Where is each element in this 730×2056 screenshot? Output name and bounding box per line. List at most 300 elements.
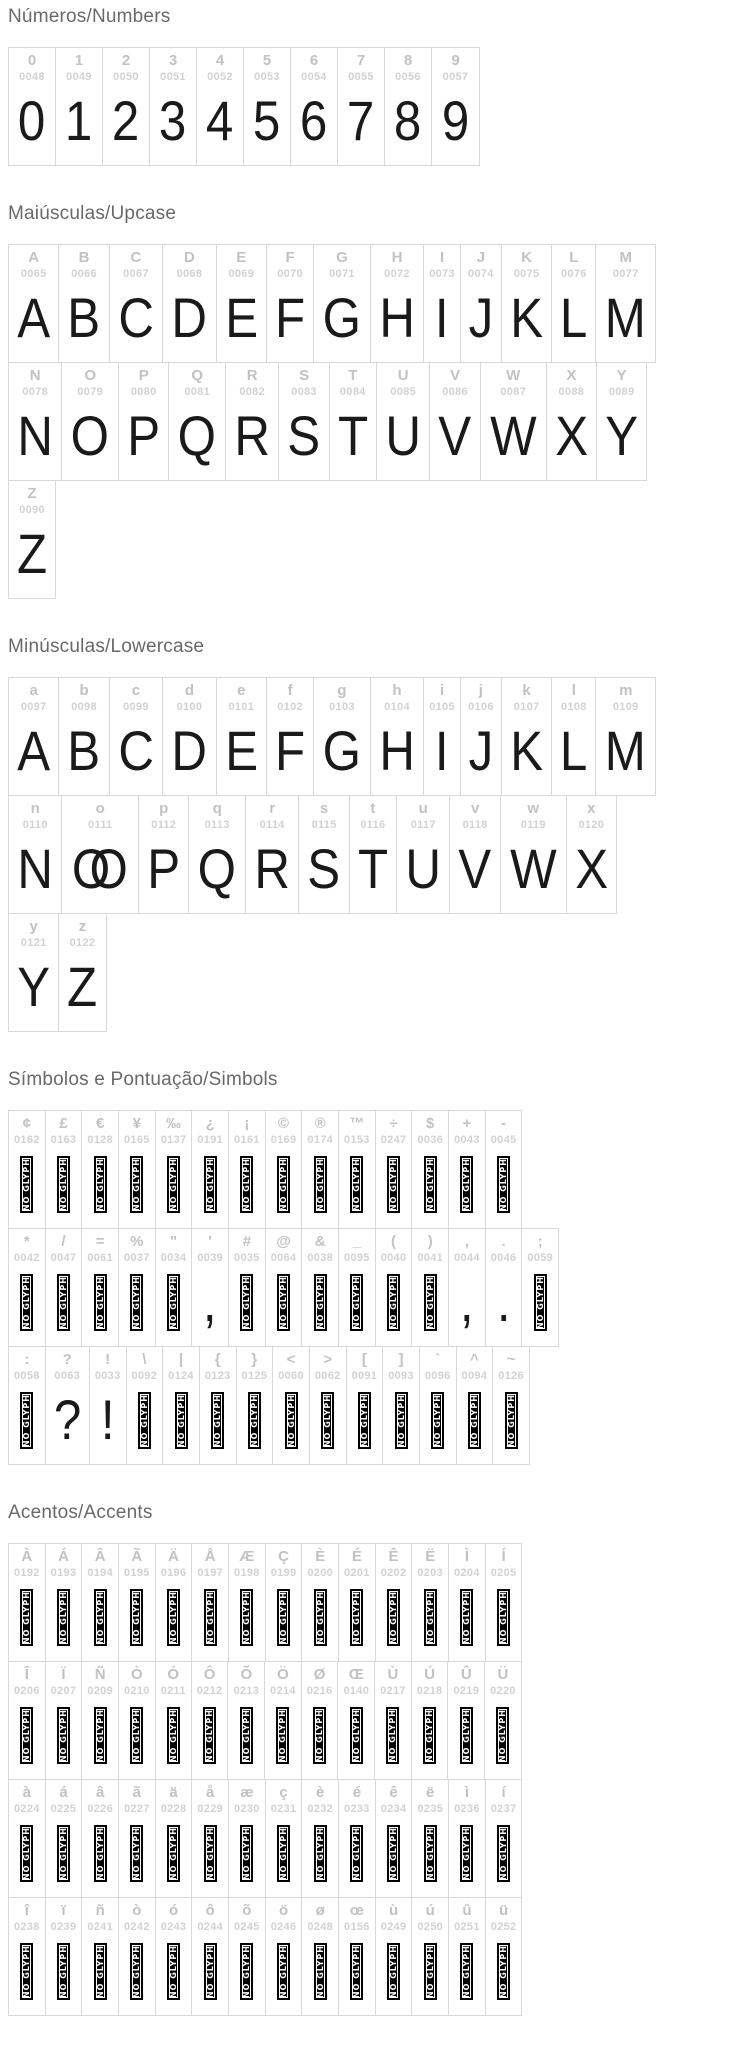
glyph-area	[313, 1264, 328, 1346]
noglyph-badge	[460, 1707, 473, 1764]
cell-character-label: Á	[58, 1548, 69, 1565]
glyph-area	[56, 1815, 71, 1897]
noglyph-badge	[285, 1392, 298, 1449]
glyph-cell	[9, 1898, 46, 2015]
glyph-area	[459, 1815, 474, 1897]
glyph-area	[386, 1146, 401, 1228]
glyph-cell	[156, 1898, 193, 2015]
cell-unicode-code: 0047	[50, 1251, 77, 1264]
glyph-cell	[371, 245, 424, 362]
glyph-cell	[412, 1544, 449, 1661]
noglyph-badge	[204, 1825, 217, 1882]
cell-character-label: +	[462, 1115, 472, 1132]
cell-character-label: L	[569, 249, 579, 266]
noglyph-label: NO GLYPH	[249, 1393, 259, 1447]
noglyph-badge	[240, 1156, 253, 1213]
cell-character-label: `	[435, 1351, 441, 1368]
noglyph-badge	[350, 1274, 363, 1331]
cell-unicode-code: 0081	[184, 385, 210, 398]
glyph-area	[115, 713, 157, 795]
noglyph-badge	[423, 1707, 436, 1764]
glyph-area	[284, 1382, 299, 1464]
cell-unicode-code: 0218	[416, 1684, 443, 1697]
glyph-preview: X	[574, 837, 608, 901]
glyph-cell	[56, 48, 103, 165]
glyph-area	[64, 713, 103, 795]
cell-unicode-code: 0078	[22, 385, 49, 398]
noglyph-badge	[130, 1156, 143, 1213]
glyph-cell	[163, 245, 216, 362]
glyph-area	[601, 713, 650, 795]
noglyph-label: NO GLYPH	[389, 1275, 399, 1329]
noglyph-label: NO GLYPH	[279, 1826, 289, 1880]
noglyph-badge	[94, 1943, 107, 2000]
noglyph-badge	[240, 1589, 253, 1646]
noglyph-badge	[20, 1943, 33, 2000]
cell-character-label: #	[242, 1233, 252, 1250]
cell-character-label: <	[286, 1351, 296, 1368]
noglyph-badge	[460, 1589, 473, 1646]
glyph-area	[423, 1933, 438, 2015]
glyph-cell	[302, 1111, 339, 1228]
glyph-cell	[228, 1662, 265, 1779]
cell-unicode-code: 0250	[417, 1920, 444, 1933]
cell-character-label: h	[392, 682, 402, 699]
cell-character-label: I	[439, 249, 445, 266]
noglyph-label: NO GLYPH	[425, 1590, 435, 1644]
cell-unicode-code: 0053	[254, 70, 280, 83]
glyph-preview: J	[468, 286, 494, 350]
cell-character-label: b	[79, 682, 89, 699]
cell-character-label: Y	[616, 367, 627, 384]
noglyph-badge	[460, 1156, 473, 1213]
noglyph-label: NO GLYPH	[176, 1393, 186, 1447]
cell-character-label: ]	[398, 1351, 404, 1368]
cell-unicode-code: 0128	[87, 1133, 114, 1146]
cell-unicode-code: 0091	[351, 1369, 378, 1382]
noglyph-badge	[497, 1589, 510, 1646]
cell-unicode-code: 0070	[277, 267, 303, 280]
glyph-preview: 1	[65, 89, 93, 153]
glyph-cell	[273, 1347, 310, 1464]
noglyph-label: NO GLYPH	[22, 1708, 32, 1762]
cell-character-label: ¿	[205, 1115, 215, 1132]
glyph-area	[251, 831, 293, 913]
glyph-cell	[383, 1347, 420, 1464]
glyph-cell	[432, 48, 479, 165]
noglyph-label: NO GLYPH	[535, 1275, 545, 1329]
cell-character-label: ä	[169, 1784, 178, 1801]
glyph-cell	[82, 1780, 119, 1897]
glyph-preview: ,	[203, 1270, 218, 1334]
noglyph-label: NO GLYPH	[462, 1944, 472, 1998]
glyph-preview: A	[17, 286, 51, 350]
glyph-cell	[62, 363, 119, 480]
cell-character-label: V	[450, 367, 461, 384]
cell-unicode-code: 0231	[270, 1802, 297, 1815]
glyph-cell	[376, 1780, 413, 1897]
glyph-area	[14, 949, 53, 1031]
cell-unicode-code: 0101	[228, 700, 255, 713]
cell-character-label: /	[61, 1233, 66, 1250]
cell-character-label: ,	[464, 1233, 469, 1250]
cell-character-label: v	[470, 800, 480, 817]
glyph-cell	[9, 1662, 46, 1779]
cell-unicode-code: 0049	[66, 70, 92, 83]
cell-character-label: à	[22, 1784, 31, 1801]
cell-unicode-code: 0122	[69, 936, 96, 949]
cell-unicode-code: 0095	[344, 1251, 370, 1264]
glyph-area	[496, 1815, 511, 1897]
noglyph-label: NO GLYPH	[132, 1590, 142, 1644]
glyph-cell	[385, 48, 432, 165]
cell-character-label: á	[59, 1784, 68, 1801]
glyph-area	[430, 1382, 445, 1464]
cell-unicode-code: 0071	[329, 267, 355, 280]
glyph-cell	[376, 1229, 413, 1346]
glyph-area	[129, 1264, 144, 1346]
glyph-area	[14, 831, 56, 913]
glyph-cell	[522, 1229, 558, 1346]
cell-character-label: s	[319, 800, 329, 817]
cell-unicode-code: 0229	[197, 1802, 224, 1815]
glyph-area	[166, 1933, 181, 2015]
cell-unicode-code: 0121	[20, 936, 47, 949]
glyph-cell	[552, 678, 596, 795]
cell-unicode-code: 0059	[527, 1251, 554, 1264]
glyph-preview: F	[275, 719, 306, 783]
glyph-area	[166, 1146, 181, 1228]
glyph-preview: 6	[300, 89, 328, 153]
glyph-area	[14, 398, 56, 480]
cell-unicode-code: 0227	[124, 1802, 150, 1815]
cell-unicode-code: 0045	[490, 1133, 517, 1146]
glyph-cell	[371, 678, 424, 795]
cell-character-label: ü	[498, 1902, 509, 1919]
cell-character-label: Ç	[278, 1548, 289, 1565]
cell-character-label: é	[352, 1784, 362, 1801]
cell-unicode-code: 0211	[160, 1684, 186, 1697]
cell-unicode-code: 0104	[384, 700, 410, 713]
cell-unicode-code: 0060	[278, 1369, 304, 1382]
glyph-cell	[46, 1662, 83, 1779]
cell-unicode-code: 0117	[410, 818, 436, 831]
cell-unicode-code: 0212	[196, 1684, 223, 1697]
cell-unicode-code: 0074	[468, 267, 494, 280]
cell-character-label: E	[236, 249, 247, 266]
glyph-area	[504, 1382, 519, 1464]
glyph-area	[276, 1933, 291, 2015]
cell-unicode-code: 0116	[360, 818, 386, 831]
glyph-area	[386, 1815, 401, 1897]
noglyph-badge	[314, 1943, 327, 2000]
glyph-area	[14, 516, 50, 598]
cell-unicode-code: 0219	[453, 1684, 480, 1697]
noglyph-label: NO GLYPH	[169, 1590, 179, 1644]
glyph-row	[8, 1779, 522, 1898]
cell-unicode-code: 0163	[50, 1133, 77, 1146]
glyph-area	[507, 713, 546, 795]
noglyph-badge	[321, 1392, 334, 1449]
cell-character-label: G	[336, 249, 348, 266]
cell-character-label: k	[522, 682, 531, 699]
cell-unicode-code: 0084	[340, 385, 366, 398]
noglyph-badge	[276, 1707, 289, 1764]
cell-character-label: '	[208, 1233, 212, 1250]
glyph-area	[194, 831, 240, 913]
glyph-area	[93, 1579, 108, 1661]
noglyph-badge	[350, 1707, 363, 1764]
cell-unicode-code: 0249	[380, 1920, 407, 1933]
glyph-cell	[302, 1229, 339, 1346]
cell-unicode-code: 0065	[20, 267, 47, 280]
cell-unicode-code: 0083	[291, 385, 317, 398]
noglyph-label: NO GLYPH	[132, 1826, 142, 1880]
glyph-cell	[330, 363, 377, 480]
noglyph-label: NO GLYPH	[425, 1275, 435, 1329]
noglyph-badge	[57, 1707, 70, 1764]
cell-character-label: 1	[74, 52, 84, 69]
glyph-area	[422, 1697, 437, 1779]
noglyph-label: NO GLYPH	[59, 1157, 68, 1211]
glyph-cell	[299, 796, 349, 913]
noglyph-label: NO GLYPH	[389, 1157, 399, 1211]
cell-character-label: $	[426, 1115, 435, 1132]
cell-character-label: Z	[27, 485, 37, 502]
glyph-cell	[486, 1898, 522, 2015]
cell-character-label: x	[587, 800, 596, 817]
noglyph-badge	[387, 1943, 400, 2000]
section-symbols	[8, 1069, 722, 1465]
glyph-cell	[9, 245, 59, 362]
glyph-cell	[156, 1544, 193, 1661]
glyph-cell	[82, 1662, 119, 1779]
glyph-area	[423, 1264, 438, 1346]
noglyph-badge	[460, 1825, 473, 1882]
cell-character-label: £	[59, 1115, 68, 1132]
noglyph-badge	[497, 1156, 510, 1213]
glyph-area	[349, 1579, 364, 1661]
glyph-area	[168, 280, 210, 362]
glyph-area	[459, 1146, 474, 1228]
noglyph-label: NO GLYPH	[22, 1826, 32, 1880]
glyph-cell	[376, 1111, 413, 1228]
noglyph-label: NO GLYPH	[22, 1944, 32, 1998]
noglyph-label: NO GLYPH	[279, 1275, 289, 1329]
glyph-cell	[266, 1111, 303, 1228]
cell-unicode-code: 0246	[270, 1920, 297, 1933]
cell-unicode-code: 0062	[314, 1369, 341, 1382]
glyph-area	[552, 398, 591, 480]
cell-character-label: o	[95, 800, 105, 817]
glyph-cell	[481, 363, 547, 480]
section-upcase	[8, 203, 722, 599]
glyph-cell	[339, 1229, 376, 1346]
glyph-preview: T	[337, 404, 368, 468]
glyph-preview: 5	[253, 89, 281, 153]
glyph-area	[439, 83, 472, 165]
glyph-row	[8, 362, 647, 481]
cell-unicode-code: 0052	[207, 70, 233, 83]
glyph-area	[168, 713, 210, 795]
glyph-cell	[267, 245, 314, 362]
glyph-cell	[119, 363, 169, 480]
noglyph-badge	[314, 1825, 327, 1882]
glyph-area	[203, 1579, 218, 1661]
cell-character-label: 6	[309, 52, 319, 69]
glyph-cell	[9, 1229, 46, 1346]
cell-unicode-code: 0061	[87, 1251, 114, 1264]
cell-unicode-code: 0054	[301, 70, 327, 83]
glyph-cell	[150, 48, 197, 165]
glyph-preview: V	[458, 837, 492, 901]
glyph-cell	[493, 1347, 529, 1464]
cell-character-label: 7	[356, 52, 366, 69]
glyph-area	[93, 1264, 108, 1346]
noglyph-badge	[240, 1825, 253, 1882]
noglyph-label: NO GLYPH	[59, 1708, 68, 1762]
glyph-cell	[197, 48, 244, 165]
noglyph-badge	[350, 1589, 363, 1646]
noglyph-badge	[424, 1274, 437, 1331]
glyph-area	[93, 1146, 108, 1228]
glyph-cell	[457, 1347, 494, 1464]
cell-unicode-code: 0216	[306, 1684, 333, 1697]
noglyph-label: NO GLYPH	[315, 1275, 325, 1329]
cell-unicode-code: 0109	[612, 700, 639, 713]
noglyph-badge	[211, 1392, 224, 1449]
glyph-cell	[189, 796, 246, 913]
glyph-preview: L	[560, 719, 588, 783]
glyph-area	[19, 1815, 34, 1897]
glyph-area	[376, 280, 418, 362]
glyph-preview: 0	[18, 89, 46, 153]
noglyph-badge	[167, 1825, 180, 1882]
glyph-preview: V	[438, 404, 472, 468]
glyph-cell	[552, 245, 596, 362]
glyph-area	[496, 1933, 511, 2015]
cell-unicode-code: 0244	[197, 1920, 224, 1933]
glyph-cell	[9, 1544, 46, 1661]
cell-character-label: F	[285, 249, 295, 266]
noglyph-label: NO GLYPH	[242, 1826, 252, 1880]
glyph-cell	[596, 245, 655, 362]
cell-unicode-code: 0126	[498, 1369, 524, 1382]
noglyph-label: NO GLYPH	[169, 1944, 179, 1998]
cell-unicode-code: 0204	[454, 1566, 480, 1579]
glyph-area	[355, 831, 391, 913]
cell-character-label: Ú	[424, 1666, 436, 1683]
glyph-area	[423, 1146, 438, 1228]
glyph-preview: W	[489, 404, 537, 468]
glyph-cell	[430, 363, 480, 480]
cell-unicode-code: 0067	[123, 267, 149, 280]
glyph-area	[466, 713, 496, 795]
noglyph-label: NO GLYPH	[132, 1708, 142, 1762]
cell-character-label: D	[183, 249, 195, 266]
cell-character-label: î	[24, 1902, 29, 1919]
glyph-area	[144, 831, 183, 913]
glyph-area	[349, 1815, 364, 1897]
cell-character-label: }	[251, 1351, 258, 1368]
glyph-area	[402, 831, 444, 913]
noglyph-badge	[313, 1707, 326, 1764]
cell-unicode-code: 0082	[239, 385, 265, 398]
glyph-area	[19, 1579, 34, 1661]
cell-unicode-code: 0099	[123, 700, 149, 713]
glyph-cell	[486, 1780, 522, 1897]
glyph-cell	[119, 1662, 156, 1779]
cell-character-label: Ï	[61, 1666, 66, 1683]
cell-character-label: æ	[240, 1784, 254, 1801]
glyph-area	[19, 1264, 34, 1346]
cell-unicode-code: 0064	[270, 1251, 297, 1264]
cell-character-label: a	[29, 682, 38, 699]
noglyph-label: NO GLYPH	[169, 1275, 179, 1329]
cell-character-label: Û	[460, 1666, 472, 1683]
noglyph-badge	[431, 1392, 444, 1449]
noglyph-label: NO GLYPH	[205, 1590, 215, 1644]
cell-character-label: K	[521, 249, 532, 266]
cell-unicode-code: 0042	[14, 1251, 40, 1264]
cell-unicode-code: 0063	[54, 1369, 81, 1382]
glyph-preview: Q	[198, 837, 237, 901]
noglyph-badge	[505, 1392, 518, 1449]
glyph-cell	[449, 1229, 486, 1346]
cell-unicode-code: 0039	[197, 1251, 224, 1264]
cell-character-label: [	[361, 1351, 367, 1368]
glyph-area	[222, 713, 261, 795]
glyph-cell	[461, 678, 502, 795]
noglyph-badge	[424, 1825, 437, 1882]
glyph-preview: N	[17, 404, 54, 468]
cell-character-label: J	[476, 249, 486, 266]
glyph-cell	[449, 1111, 486, 1228]
glyph-area	[349, 1697, 364, 1779]
glyph-cell	[9, 678, 59, 795]
glyph-area	[319, 713, 365, 795]
glyph-cell	[127, 1347, 164, 1464]
cell-character-label: "	[169, 1233, 178, 1250]
cell-character-label: Í	[501, 1548, 506, 1565]
noglyph-badge	[497, 1825, 510, 1882]
glyph-cell	[82, 1898, 119, 2015]
noglyph-badge	[94, 1707, 107, 1764]
noglyph-label: NO GLYPH	[462, 1826, 472, 1880]
cell-unicode-code: 0118	[462, 818, 488, 831]
noglyph-badge	[387, 1274, 400, 1331]
glyph-area	[386, 1579, 401, 1661]
glyph-preview: R	[234, 404, 270, 468]
cell-character-label: Ë	[425, 1548, 436, 1565]
cell-unicode-code: 0233	[344, 1802, 370, 1815]
noglyph-label: NO GLYPH	[242, 1944, 252, 1998]
cell-unicode-code: 0242	[124, 1920, 150, 1933]
cell-unicode-code: 0040	[380, 1251, 407, 1264]
cell-character-label: W	[506, 367, 521, 384]
cell-unicode-code: 0110	[22, 818, 48, 831]
noglyph-badge	[130, 1274, 143, 1331]
noglyph-label: NO GLYPH	[242, 1275, 252, 1329]
cell-unicode-code: 0213	[233, 1684, 260, 1697]
glyph-cell	[424, 245, 461, 362]
glyph-cell	[302, 1780, 339, 1897]
cell-unicode-code: 0174	[307, 1133, 334, 1146]
glyph-preview: .	[496, 1270, 511, 1334]
glyph-cell	[229, 1898, 266, 2015]
glyph-cell	[596, 678, 655, 795]
cell-unicode-code: 0252	[490, 1920, 517, 1933]
